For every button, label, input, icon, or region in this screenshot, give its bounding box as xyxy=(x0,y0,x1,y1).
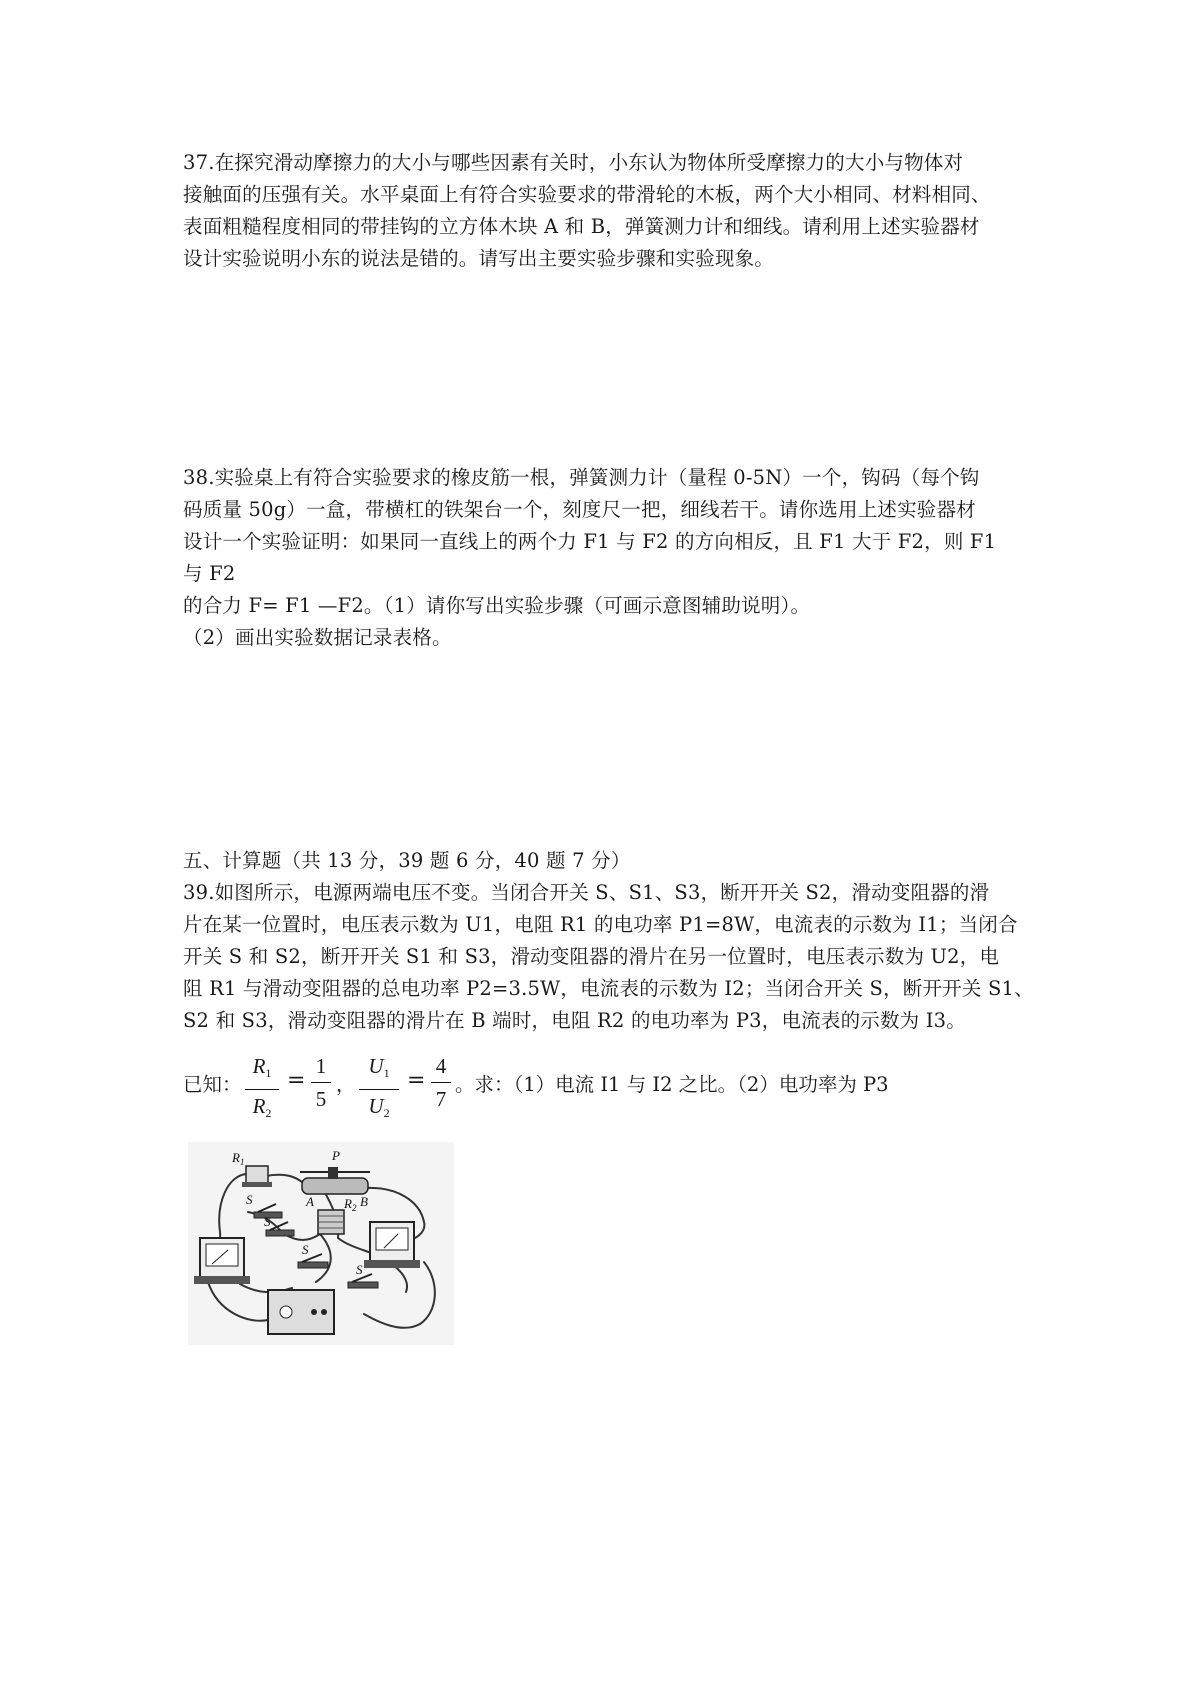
q38-line: 设计一个实验证明：如果同一直线上的两个力 F1 与 F2 的方向相反，且 F1 大于 F2，则 F1 xyxy=(183,530,997,553)
q39-line: 开关 S 和 S2，断开开关 S1 和 S3，滑动变阻器的滑片在另一位置时，电压表示数为 U2，电 xyxy=(183,945,1000,968)
resistor-r2 xyxy=(318,1210,344,1234)
fraction-value-4-7 xyxy=(431,1050,451,1115)
label-switch-s: S xyxy=(356,1262,363,1277)
q38-line: 38.实验桌上有符合实验要求的橡皮筋一根，弹簧测力计（量程 0-5N）一个，钩码（每个钩 xyxy=(183,466,980,489)
q39-line: S2 和 S3，滑动变阻器的滑片在 B 端时，电阻 R2 的电功率为 P3，电流表的示数为 I3。 xyxy=(183,1009,966,1032)
frac-den: 7 xyxy=(435,1087,447,1111)
question-38 xyxy=(183,462,1043,654)
label-b: B xyxy=(360,1194,368,1209)
q37-line: 设计实验说明小东的说法是错的。请写出主要实验步骤和实验现象。 xyxy=(183,247,775,270)
ammeter xyxy=(364,1222,420,1268)
q38-line: （2）画出实验数据记录表格。 xyxy=(183,626,452,649)
fraction-value-1-5 xyxy=(311,1050,331,1115)
section-heading: 五、计算题（共 13 分，39 题 6 分，40 题 7 分） xyxy=(183,849,631,872)
power-supply xyxy=(268,1290,334,1334)
rheostat xyxy=(300,1167,370,1194)
frac-num-sub: 1 xyxy=(383,1066,390,1080)
label-switch-s2: S xyxy=(264,1214,271,1229)
q38-line: 码质量 50g）一盒，带横杠的铁架台一个，刻度尺一把，细线若干。请你选用上述实验器材 xyxy=(183,498,976,521)
frac-num: 1 xyxy=(315,1054,327,1078)
q39-line: 片在某一位置时，电压表示数为 U1，电阻 R1 的电功率 P1=8W，电流表的示数为 I1；当闭合 xyxy=(183,913,1018,936)
voltmeter xyxy=(194,1238,250,1284)
label-switch-s1: S xyxy=(246,1192,253,1207)
separator: ， xyxy=(336,1073,356,1096)
label-p: P xyxy=(332,1148,340,1163)
label-a: A xyxy=(306,1194,314,1209)
given-suffix: 。求：（1）电流 I1 与 I2 之比。（2）电功率为 P3 xyxy=(455,1073,889,1096)
resistor-r1 xyxy=(242,1166,272,1187)
frac-num: R xyxy=(252,1054,266,1078)
frac-num: 4 xyxy=(435,1054,447,1078)
q39-line: 39.如图所示，电源两端电压不变。当闭合开关 S、S1、S3，断开开关 S2，滑动变阻器的滑 xyxy=(183,881,990,904)
frac-den-sub: 2 xyxy=(383,1106,390,1120)
label-switch-s3: S xyxy=(302,1242,309,1257)
circuit-diagram xyxy=(188,1142,454,1345)
fraction-r1-over-r2 xyxy=(245,1050,279,1129)
q37-line: 37.在探究滑动摩擦力的大小与哪些因素有关时，小东认为物体所受摩擦力的大小与物体对 xyxy=(183,151,964,174)
q37-line: 表面粗糙程度相同的带挂钩的立方体木块 A 和 B，弹簧测力计和细线。请利用上述实验器材 xyxy=(183,215,980,238)
q38-line: 的合力 F= F1 —F2。（1）请你写出实验步骤（可画示意图辅助说明）。 xyxy=(183,594,811,617)
q39-line: 阻 R1 与滑动变阻器的总电功率 P2=3.5W，电流表的示数为 I2；当闭合开关 S，断开开关 S1、 xyxy=(183,977,1034,1000)
q38-line: 与 F2 xyxy=(183,562,236,585)
fraction-u1-over-u2 xyxy=(359,1050,399,1129)
q37-line: 接触面的压强有关。水平桌面上有符合实验要求的带滑轮的木板，两个大小相同、材料相同、 xyxy=(183,183,991,206)
frac-den: 5 xyxy=(315,1087,327,1111)
frac-den: R xyxy=(252,1094,266,1118)
label-r1: $R_1$ xyxy=(232,1150,245,1167)
given-conditions xyxy=(183,1050,1043,1120)
label-r2: $R_2$ xyxy=(344,1196,357,1213)
frac-den: U xyxy=(368,1094,384,1118)
question-37 xyxy=(183,147,1043,275)
given-prefix: 已知： xyxy=(183,1073,242,1096)
equals-sign: = xyxy=(407,1068,426,1093)
equals-sign: = xyxy=(287,1068,306,1093)
frac-num: U xyxy=(368,1054,384,1078)
frac-num-sub: 1 xyxy=(265,1066,272,1080)
circuit-drawing xyxy=(188,1142,454,1345)
section-5-calculation xyxy=(183,845,1043,1037)
frac-den-sub: 2 xyxy=(265,1106,272,1120)
